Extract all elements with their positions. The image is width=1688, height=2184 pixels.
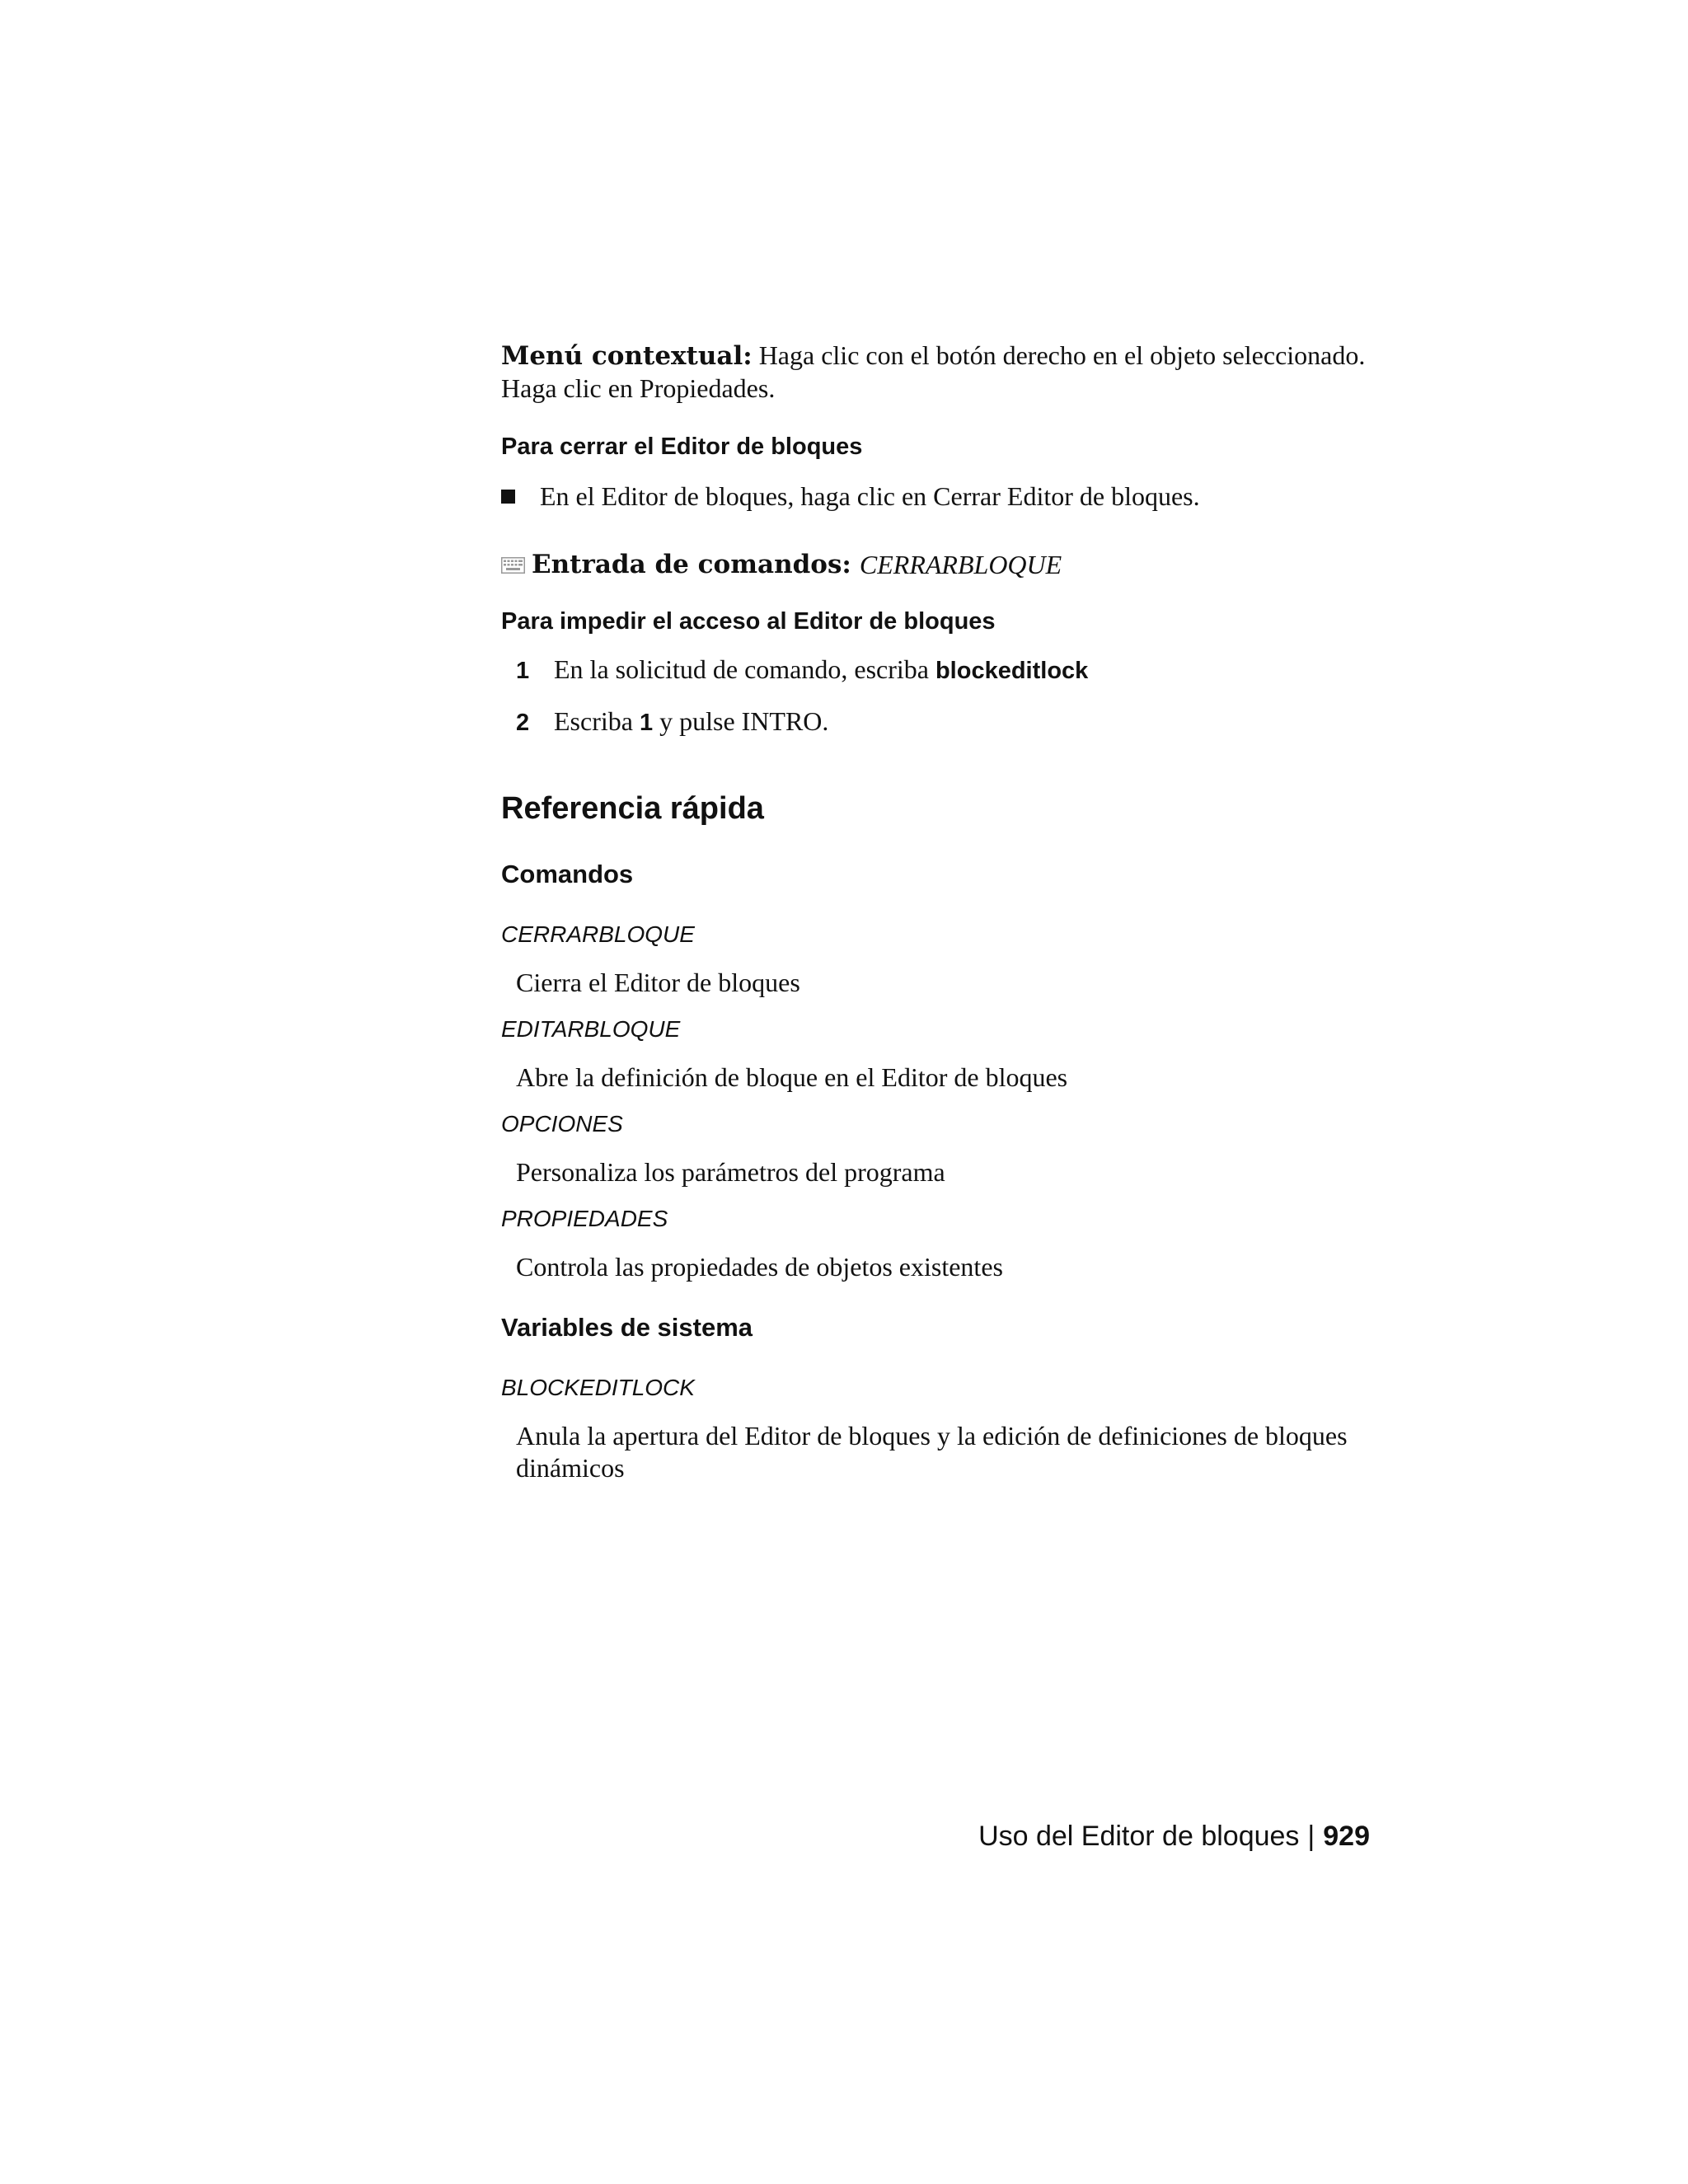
command-entry bbox=[501, 549, 1380, 581]
close-editor-heading: Para cerrar el Editor de bloques bbox=[501, 434, 863, 460]
step-keyword: blockeditlock bbox=[935, 658, 1089, 684]
context-menu-text-line2: Haga clic en Propiedades. bbox=[501, 373, 776, 403]
footer-separator: | bbox=[1307, 1821, 1315, 1852]
command-entry-label: Entrada de comandos: bbox=[532, 550, 851, 579]
step-number: 2 bbox=[516, 710, 530, 736]
system-variable-desc-line2: dinámicos bbox=[516, 1453, 625, 1483]
step-text-after: y pulse INTRO. bbox=[653, 706, 829, 736]
context-menu-text: Haga clic con el botón derecho en el objeto seleccionado. bbox=[758, 340, 1366, 370]
step-text-main: En la solicitud de comando, escriba bbox=[554, 654, 935, 684]
step-text bbox=[554, 654, 1088, 687]
commands-heading: Comandos bbox=[501, 860, 634, 888]
close-editor-bullet-text: En el Editor de bloques, haga clic en Cerrar Editor de bloques. bbox=[540, 481, 1200, 511]
system-variable-name: BLOCKEDITLOCK bbox=[501, 1375, 695, 1400]
footer-chapter-title: Uso del Editor de bloques bbox=[978, 1821, 1300, 1852]
page-content bbox=[501, 340, 1380, 1484]
command-desc: Controla las propiedades de objetos existentes bbox=[516, 1252, 1003, 1282]
step-2 bbox=[501, 705, 1380, 739]
step-text-main: Escriba bbox=[554, 706, 640, 736]
bullet-square-icon bbox=[501, 490, 515, 504]
context-menu-paragraph bbox=[501, 340, 1380, 405]
system-variables-heading: Variables de sistema bbox=[501, 1313, 753, 1342]
command-entry-value: CERRARBLOQUE bbox=[859, 550, 1062, 579]
step-text bbox=[554, 705, 828, 739]
command-name: PROPIEDADES bbox=[501, 1206, 668, 1231]
page-footer bbox=[978, 1820, 1370, 1853]
step-keyword: 1 bbox=[639, 710, 654, 736]
step-1 bbox=[501, 654, 1380, 687]
command-name: CERRARBLOQUE bbox=[501, 921, 695, 947]
command-name: EDITARBLOQUE bbox=[501, 1016, 681, 1042]
page-number: 929 bbox=[1323, 1821, 1370, 1852]
system-variable-desc bbox=[501, 1420, 1380, 1484]
system-variables-list bbox=[501, 1374, 1380, 1484]
system-variable-desc-line1: Anula la apertura del Editor de bloques y la edición de definiciones de bloques bbox=[516, 1421, 1348, 1451]
command-desc: Cierra el Editor de bloques bbox=[516, 968, 800, 997]
keyboard-icon bbox=[501, 557, 525, 574]
commands-list bbox=[501, 921, 1380, 1283]
command-desc: Abre la definición de bloque en el Editor de bloques bbox=[516, 1062, 1068, 1092]
prevent-access-heading: Para impedir el acceso al Editor de bloques bbox=[501, 608, 996, 635]
command-desc: Personaliza los parámetros del programa bbox=[516, 1157, 945, 1187]
quick-reference-title: Referencia rápida bbox=[501, 791, 764, 826]
step-number: 1 bbox=[516, 658, 530, 684]
context-menu-label: Menú contextual: bbox=[501, 341, 753, 371]
close-editor-bullet bbox=[501, 480, 1380, 513]
command-name: OPCIONES bbox=[501, 1111, 623, 1137]
